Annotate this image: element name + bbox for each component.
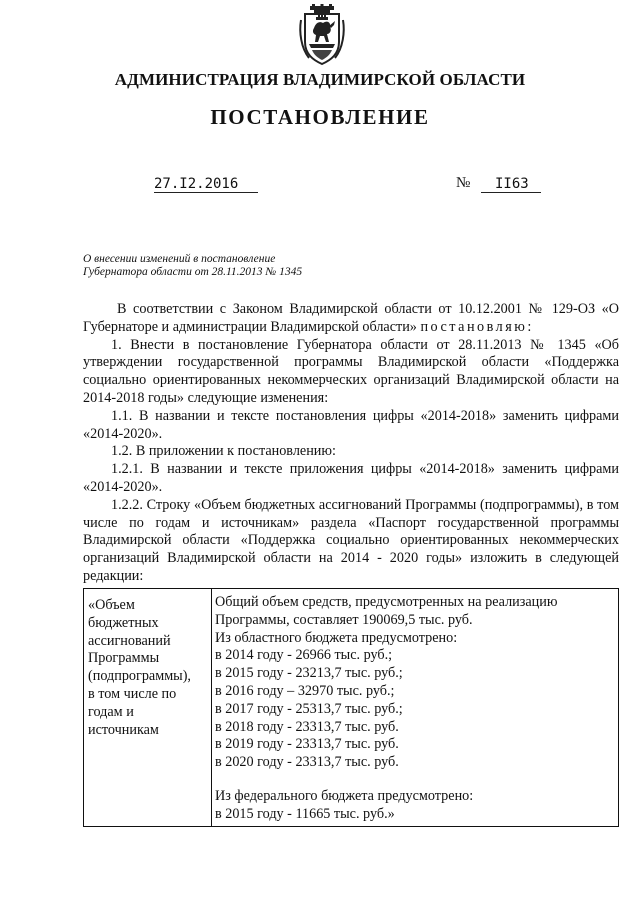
item-1-2: 1.2. В приложении к постановлению:	[111, 443, 336, 460]
item-1-2-1: 1.2.1. В названии и тексте приложения цифры «2014-2018» заменить цифрами «2014-2020».	[83, 461, 619, 495]
spacer	[215, 772, 618, 788]
organization-title: АДМИНИСТРАЦИЯ ВЛАДИМИРСКОЙ ОБЛАСТИ	[114, 70, 526, 89]
preamble-paragraph	[83, 301, 619, 337]
item-1: 1. Внести в постановление Губернатора области от 28.11.2013 № 1345 «Об утверждении государственной программы Владимирской области «Поддержка социально ориентированных некоммерческих организаций Владимирской области на 2014-2018 годы» следующие изменения:	[83, 336, 619, 406]
document-type-title: ПОСТАНОВЛЕНИЕ	[210, 105, 430, 129]
label-line: источникам	[88, 721, 159, 738]
regional-year-line: в 2014 году - 26966 тыс. руб.;	[215, 647, 393, 664]
decree-word: постановляю:	[420, 318, 534, 335]
budget-table	[83, 588, 619, 827]
subject-line: О внесении изменений в постановление	[83, 253, 276, 265]
label-line: «Объем	[88, 597, 135, 613]
coat-of-arms-icon	[297, 4, 347, 66]
document-body	[83, 301, 619, 586]
label-line: в том числе по	[88, 685, 177, 702]
federal-heading: Из федерального бюджета предусмотрено:	[215, 787, 474, 804]
document-date: 27.I2.2016	[154, 176, 258, 193]
federal-year-line: в 2015 году - 11665 тыс. руб.»	[215, 805, 395, 822]
number-label: №	[456, 175, 471, 191]
budget-label-cell	[84, 589, 212, 827]
total-line: Программы, составляет 190069,5 тыс. руб.	[215, 611, 473, 628]
regional-year-line: в 2018 году - 23313,7 тыс. руб.	[215, 718, 399, 735]
label-line: бюджетных	[88, 614, 159, 631]
document-subject	[83, 253, 383, 279]
table-row	[84, 589, 619, 827]
label-line: (подпрограммы),	[88, 668, 191, 685]
item-1-1: 1.1. В названии и тексте постановления цифры «2014-2018» заменить цифрами «2014-2020».	[83, 407, 619, 442]
label-line: Программы	[88, 650, 160, 667]
total-line: Общий объем средств, предусмотренных на реализацию	[215, 594, 558, 610]
regional-year-line: в 2019 году - 23313,7 тыс. руб.	[215, 736, 399, 753]
document-number: II63	[481, 176, 541, 193]
regional-heading: Из областного бюджета предусмотрено:	[215, 629, 458, 646]
regional-year-line: в 2016 году – 32970 тыс. руб.;	[215, 682, 395, 699]
budget-value-cell	[212, 589, 619, 827]
preamble-text: В соответствии с Законом Владимирской области от 10.12.2001 № 129-ОЗ «О Губернаторе и администрации Владимирской области»	[83, 301, 619, 335]
subject-line: Губернатора области от 28.11.2013 № 1345	[83, 266, 303, 278]
item-1-2-2: 1.2.2. Строку «Объем бюджетных ассигнований Программы (подпрограммы), в том числе по годам и источникам» раздела «Паспорт государственной программы Владимирской области «Поддержка социально ориентированных некоммерческих организаций Владимирской области на 2014 - 2020 годы» изложить в следующей редакции:	[83, 496, 619, 584]
regional-year-line: в 2020 году - 23313,7 тыс. руб.	[215, 754, 399, 771]
label-line: годам и	[88, 703, 134, 720]
regional-year-line: в 2015 году - 23213,7 тыс. руб.;	[215, 665, 403, 682]
label-line: ассигнований	[88, 632, 171, 649]
regional-year-line: в 2017 году - 25313,7 тыс. руб.;	[215, 700, 403, 717]
